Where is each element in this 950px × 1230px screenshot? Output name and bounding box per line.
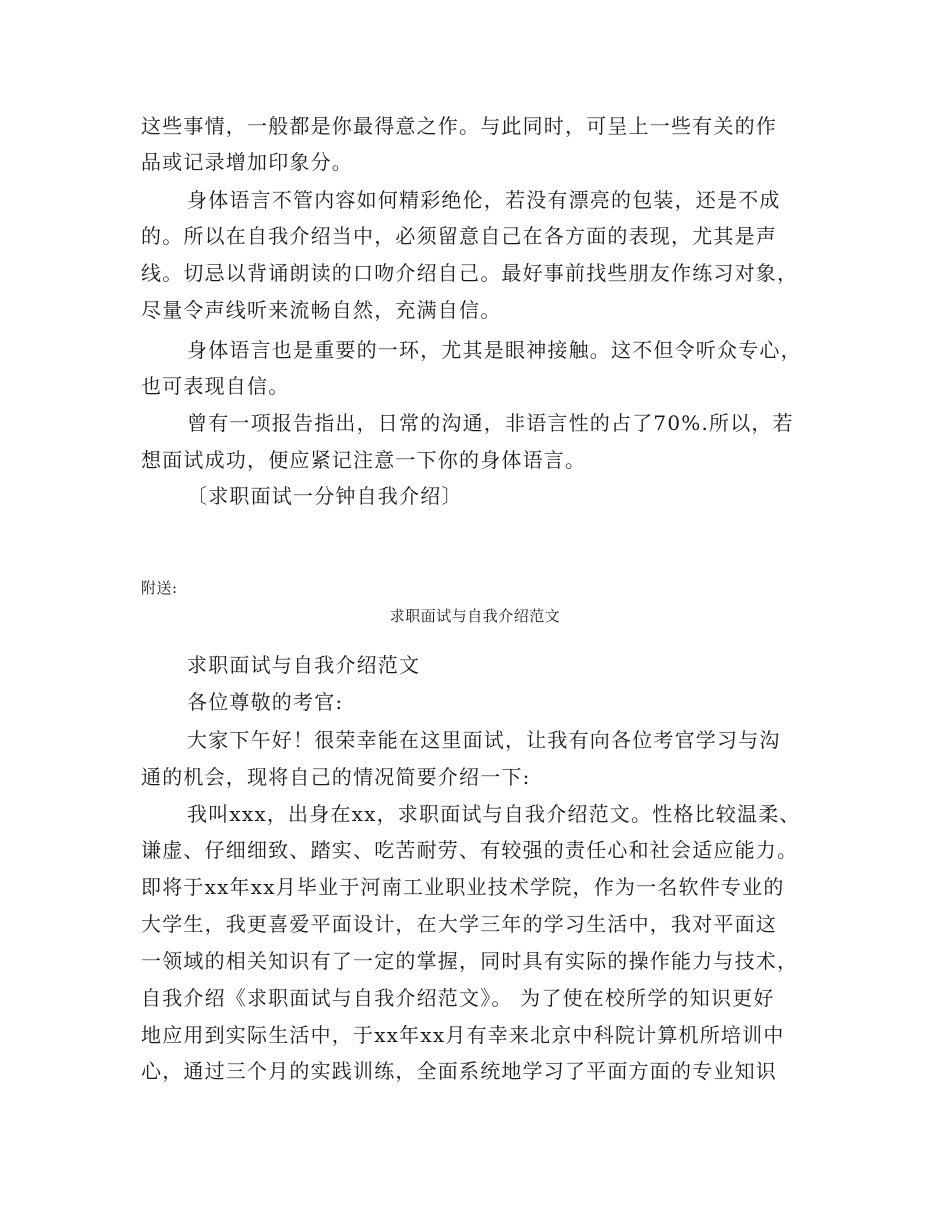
appendix-title: 求职面试与自我介绍范文 <box>389 607 561 625</box>
paragraph-line: 通的机会，现将自己的情况简要介绍一下: <box>141 765 531 789</box>
paragraph-line: 即将于xx年xx月毕业于河南工业职业技术学院，作为一名软件专业的 <box>141 875 785 899</box>
paragraph-line: 线。切忌以背诵朗读的口吻介绍自己。最好事前找些朋友作练习对象， <box>141 261 799 285</box>
paragraph-line: 身体语言不管内容如何精彩绝伦，若没有漂亮的包装，还是不成 <box>187 188 781 212</box>
paragraph-line: 自我介绍《求职面试与自我介绍范文》。 为了使在校所学的知识更好 <box>141 986 775 1010</box>
paragraph-line: 身体语言也是重要的一环，尤其是眼神接触。这不但令听众专心， <box>187 338 802 362</box>
paragraph-line: 尽量令声线听来流畅自然，充满自信。 <box>141 298 502 322</box>
paragraph-line: 大学生，我更喜爱平面设计，在大学三年的学习生活中，我对平面这 <box>141 912 777 936</box>
paragraph-line: 大家下午好！很荣幸能在这里面试，让我有向各位考官学习与沟 <box>187 728 781 752</box>
paragraph-line: 求职面试与自我介绍范文 <box>187 653 421 677</box>
paragraph-line: 心，通过三个月的实践训练，全面系统地学习了平面方面的专业知识 <box>141 1059 777 1083</box>
paragraph-line: 也可表现自信。 <box>141 374 290 398</box>
paragraph-line: 曾有一项报告指出，日常的沟通，非语言性的占了70%.所以，若 <box>187 411 794 435</box>
paragraph-line: 一领域的相关知识有了一定的掌握，同时具有实际的操作能力与技术， <box>141 949 799 973</box>
paragraph-line: 各位尊敬的考官: <box>187 690 344 714</box>
paragraph-line: 我叫xxx，出身在xx，求职面试与自我介绍范文。性格比较温柔、 <box>187 802 801 826</box>
paragraph-line: 〔求职面试一分钟自我介绍〕 <box>187 484 463 508</box>
paragraph-line: 品或记录增加印象分。 <box>141 150 353 174</box>
appendix-label: 附送: <box>141 579 178 597</box>
paragraph-line: 地应用到实际生活中，于xx年xx月有幸来北京中科院计算机所培训中 <box>141 1023 785 1047</box>
paragraph-line: 这些事情，一般都是你最得意之作。与此同时，可呈上一些有关的作 <box>141 114 777 138</box>
paragraph-line: 想面试成功，便应紧记注意一下你的身体语言。 <box>141 448 587 472</box>
paragraph-line: 的。所以在自我介绍当中，必须留意自己在各方面的表现，尤其是声 <box>141 224 777 248</box>
paragraph-line: 谦虚、仔细细致、踏实、吃苦耐劳、有较强的责任心和社会适应能力。 <box>141 838 799 862</box>
